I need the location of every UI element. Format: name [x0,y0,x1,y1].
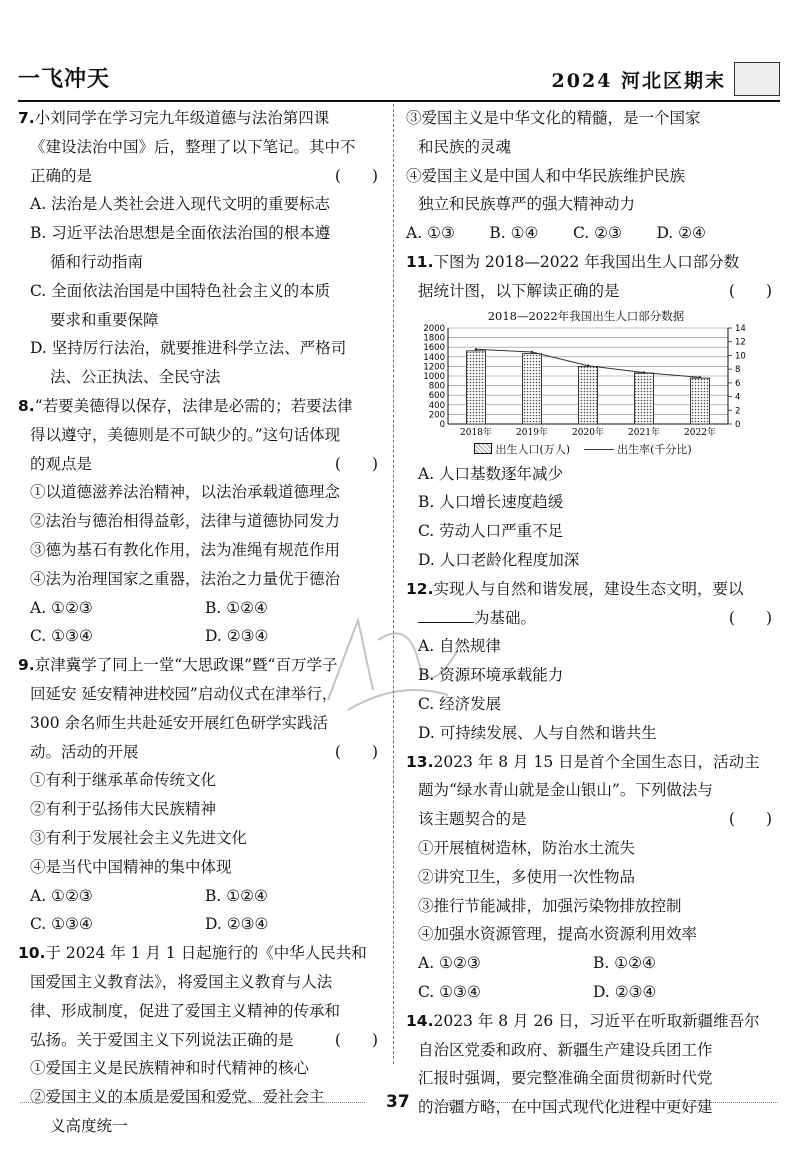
question-12 [406,575,778,748]
left-column [18,104,384,1141]
line-swatch-icon [584,449,614,450]
question-10 [18,939,384,1141]
statement-item: ④是当代中国精神的集中体现 [30,857,232,876]
statement-item: ①以道德滋养法治精神，以法治承载道德理念 [30,483,341,502]
statement-item: ④加强水资源管理，提高水资源利用效率 [418,925,698,944]
question-text: 于 2024 年 1 月 1 日起施行的《中华人民共和 [45,944,367,963]
question-text: 题为“绿水青山就是金山银山”。下列做法与 [418,781,713,800]
statement-item-cont: 和民族的灵魂 [418,137,512,156]
column-divider [393,104,395,1064]
question-number: 14. [406,1011,434,1030]
blank-underline[interactable] [418,608,474,623]
option-c-cont: 要求和重要保障 [50,310,159,329]
page-number: 37 [386,1092,410,1112]
question-text: 实现人与自然和谐发展，建设生态文明，要以 [433,579,744,598]
bar-birth-population [634,373,653,424]
question-8 [18,392,384,651]
bar-birth-population [578,366,597,424]
statement-item: ①爱国主义是民族精神和时代精神的核心 [30,1059,310,1078]
question-number: 10. [18,944,46,963]
question-number: 12. [406,579,434,598]
answer-parentheses[interactable]: ( ) [334,1030,378,1049]
statement-item: ④爱国主义是中国人和中华民族维护民族 [406,166,686,185]
y-left-tick-label: 1600 [423,342,445,353]
x-tick-label: 2022年 [684,427,716,438]
footer-rule-right [428,1102,778,1104]
statement-item: ④法为治理国家之重器，法治之力量优于德治 [30,569,341,588]
right-column [406,104,778,1122]
qr-code-icon [734,62,780,96]
statement-item: ②爱国主义的本质是爱国和爱党、爱社会主 [30,1088,325,1107]
question-text: 正确的是 [30,166,93,185]
question-11 [406,248,778,575]
statement-item: ③有利于发展社会主义先进文化 [30,828,248,847]
birth-population-chart [406,308,778,458]
question-9 [18,651,384,939]
y-left-tick-label: 200 [428,409,445,420]
option-b: B. ①②④ [205,886,268,905]
option-b: B. ①②④ [205,598,268,617]
question-text: “若要美德得以保存，法律是必需的；若要法律 [34,396,353,415]
y-left-tick-label: 600 [428,390,445,401]
chart-legend [406,442,778,458]
statement-item-cont: 义高度统一 [50,1116,128,1135]
bar-birth-population [690,378,709,424]
question-text: 《建设法治中国》后，整理了以下笔记。其中不 [30,137,356,156]
question-text: 得以遵守，美德则是不可缺少的。”这句话体现 [30,425,341,444]
point-birth-rate [531,350,534,353]
option-c: C. 经济发展 [418,694,502,713]
point-birth-rate [699,376,702,379]
y-left-tick-label: 0 [439,419,445,430]
option-b: B. 资源环境承载能力 [418,666,564,685]
option-c: C. ①③④ [30,915,93,934]
x-tick-label: 2019年 [516,427,548,438]
question-text: 据统计图，以下解读正确的是 [418,281,620,300]
question-14 [406,1007,778,1122]
y-left-tick-label: 1800 [423,333,445,344]
y-right-tick-label: 6 [735,378,741,389]
question-13 [406,748,778,1007]
question-text: 自治区党委和政府、新疆生产建设兵团工作 [418,1040,713,1059]
legend-line-label: 出生率(千分比) [617,442,692,456]
point-birth-rate [587,364,590,367]
footer-rule-left [20,1102,365,1104]
statement-item: ③推行节能减排，加强污染物排放控制 [418,896,682,915]
bar-swatch-icon [474,443,492,454]
y-right-tick-label: 12 [735,337,746,348]
answer-parentheses[interactable]: ( ) [728,281,772,300]
option-d: D. 人口老龄化程度加深 [418,550,580,569]
option-d: D. 坚持厉行法治，就要推进科学立法、严格司 [30,339,347,358]
option-d: D. ②③④ [205,915,269,934]
brand-logo: 一飞冲天 [18,67,111,92]
question-text: 该主题契合的是 [418,810,527,829]
y-left-tick-label: 400 [428,400,445,411]
point-birth-rate [643,371,646,374]
exam-title: 2024 河北区期末 [551,70,726,92]
question-text: 弘扬。关于爱国主义下列说法正确的是 [30,1030,294,1049]
option-a: A. ①②③ [30,598,93,617]
question-7 [18,104,384,392]
page-header [18,60,780,100]
x-tick-label: 2018年 [460,427,492,438]
option-c: C. ①③④ [418,982,481,1001]
question-text: 汇报时强调，要完整准确全面贯彻新时代党 [418,1069,713,1088]
bar-birth-population [522,353,541,423]
question-text: 的治疆方略，在中国式现代化进程中更好建 [418,1098,713,1117]
option-d-cont: 法、公正执法、全民守法 [50,368,221,387]
statement-item: ②讲究卫生，多使用一次性物品 [418,867,636,886]
y-left-tick-label: 1200 [423,361,445,372]
y-left-tick-label: 1000 [423,371,445,382]
y-right-tick-label: 10 [735,351,746,362]
answer-parentheses[interactable]: ( ) [334,454,378,473]
statement-item: ③德为基石有教化作用，法为准绳有规范作用 [30,540,341,559]
option-c: C. ①③④ [30,627,93,646]
option-b-cont: 循和行动指南 [50,252,144,271]
y-right-tick-label: 8 [735,364,741,375]
question-text: 2023 年 8 月 15 日是首个全国生态日，活动主 [433,752,760,771]
chart-title: 2018—2022年我国出生人口部分数据 [487,308,685,323]
option-d: D. ②④ [656,224,706,243]
x-tick-label: 2021年 [628,427,660,438]
question-number: 11. [406,252,434,271]
question-text: 2023 年 8 月 26 日，习近平在听取新疆维吾尔 [433,1011,760,1030]
option-c: C. ②③ [572,224,622,243]
option-b: B. ①②④ [593,954,656,973]
answer-parentheses[interactable]: ( ) [334,166,378,185]
point-birth-rate [475,348,478,351]
y-left-tick-label: 1400 [423,352,445,363]
option-c: C. 全面依法治国是中国特色社会主义的本质 [30,281,331,300]
option-a: A. ①②③ [418,954,481,973]
statement-item: ①开展植树造林，防治水土流失 [418,838,636,857]
option-a: A. ①③ [406,224,455,243]
question-number: 7. [18,109,35,127]
y-left-tick-label: 800 [428,381,445,392]
question-number: 13. [406,752,434,771]
legend-bar-label: 出生人口(万人) [495,442,571,456]
chart-canvas [406,324,766,442]
option-b: B. 习近平法治思想是全面依法治国的根本遵 [30,224,331,243]
statement-item-cont: 独立和民族尊严的强大精神动力 [418,195,636,214]
option-a: A. 自然规律 [418,637,502,656]
question-text: 下图为 2018—2022 年我国出生人口部分数 [433,252,740,271]
y-right-tick-label: 2 [735,405,741,416]
answer-parentheses[interactable]: ( ) [728,810,772,829]
y-right-tick-label: 4 [735,392,741,403]
answer-parentheses[interactable]: ( ) [728,608,772,627]
bar-birth-population [466,350,485,423]
statement-item: ③爱国主义是中华文化的精髓，是一个国家 [406,109,701,127]
question-number: 8. [18,396,35,415]
question-text: 小刘同学在学习完九年级道德与法治第四课 [34,109,330,127]
question-text: 为基础。 [474,608,537,627]
question-text: 京津冀学了同上一堂“大思政课”暨“百万学子 [34,656,338,675]
question-text: 300 余名师生共赴延安开展红色研学实践活 [30,713,329,732]
option-a: A. 法治是人类社会进入现代文明的重要标志 [30,195,331,214]
option-d: D. ②③④ [593,982,657,1001]
option-b: B. 人口增长速度趋缓 [418,493,564,512]
option-b: B. ①④ [489,224,539,243]
y-left-tick-label: 2000 [423,323,445,334]
x-tick-label: 2020年 [572,427,604,438]
question-text: 国爱国主义教育法》，将爱国主义教育与人法 [30,972,333,991]
question-text: 回延安 延安精神进校园”启动仪式在津举行， [30,684,338,703]
question-number: 9. [18,656,35,675]
header-rule [18,100,780,102]
option-a: A. 人口基数逐年减少 [418,464,564,483]
statement-item: ②有利于弘扬伟大民族精神 [30,800,217,819]
statement-item: ①有利于继承革命传统文化 [30,771,217,790]
question-10-cont [406,104,778,248]
y-right-tick-label: 0 [735,419,741,430]
option-a: A. ①②③ [30,886,93,905]
option-c: C. 劳动人口严重不足 [418,522,564,541]
option-d: D. ②③④ [205,627,269,646]
question-text: 律、形成制度，促进了爱国主义精神的传承和 [30,1001,341,1020]
statement-item: ②法治与德治相得益彰，法律与道德协同发力 [30,512,341,531]
y-right-tick-label: 14 [735,323,746,334]
question-text: 的观点是 [30,454,93,473]
question-text: 动。活动的开展 [30,742,139,761]
option-d: D. 可持续发展、人与自然和谐共生 [418,723,657,742]
answer-parentheses[interactable]: ( ) [334,742,378,761]
